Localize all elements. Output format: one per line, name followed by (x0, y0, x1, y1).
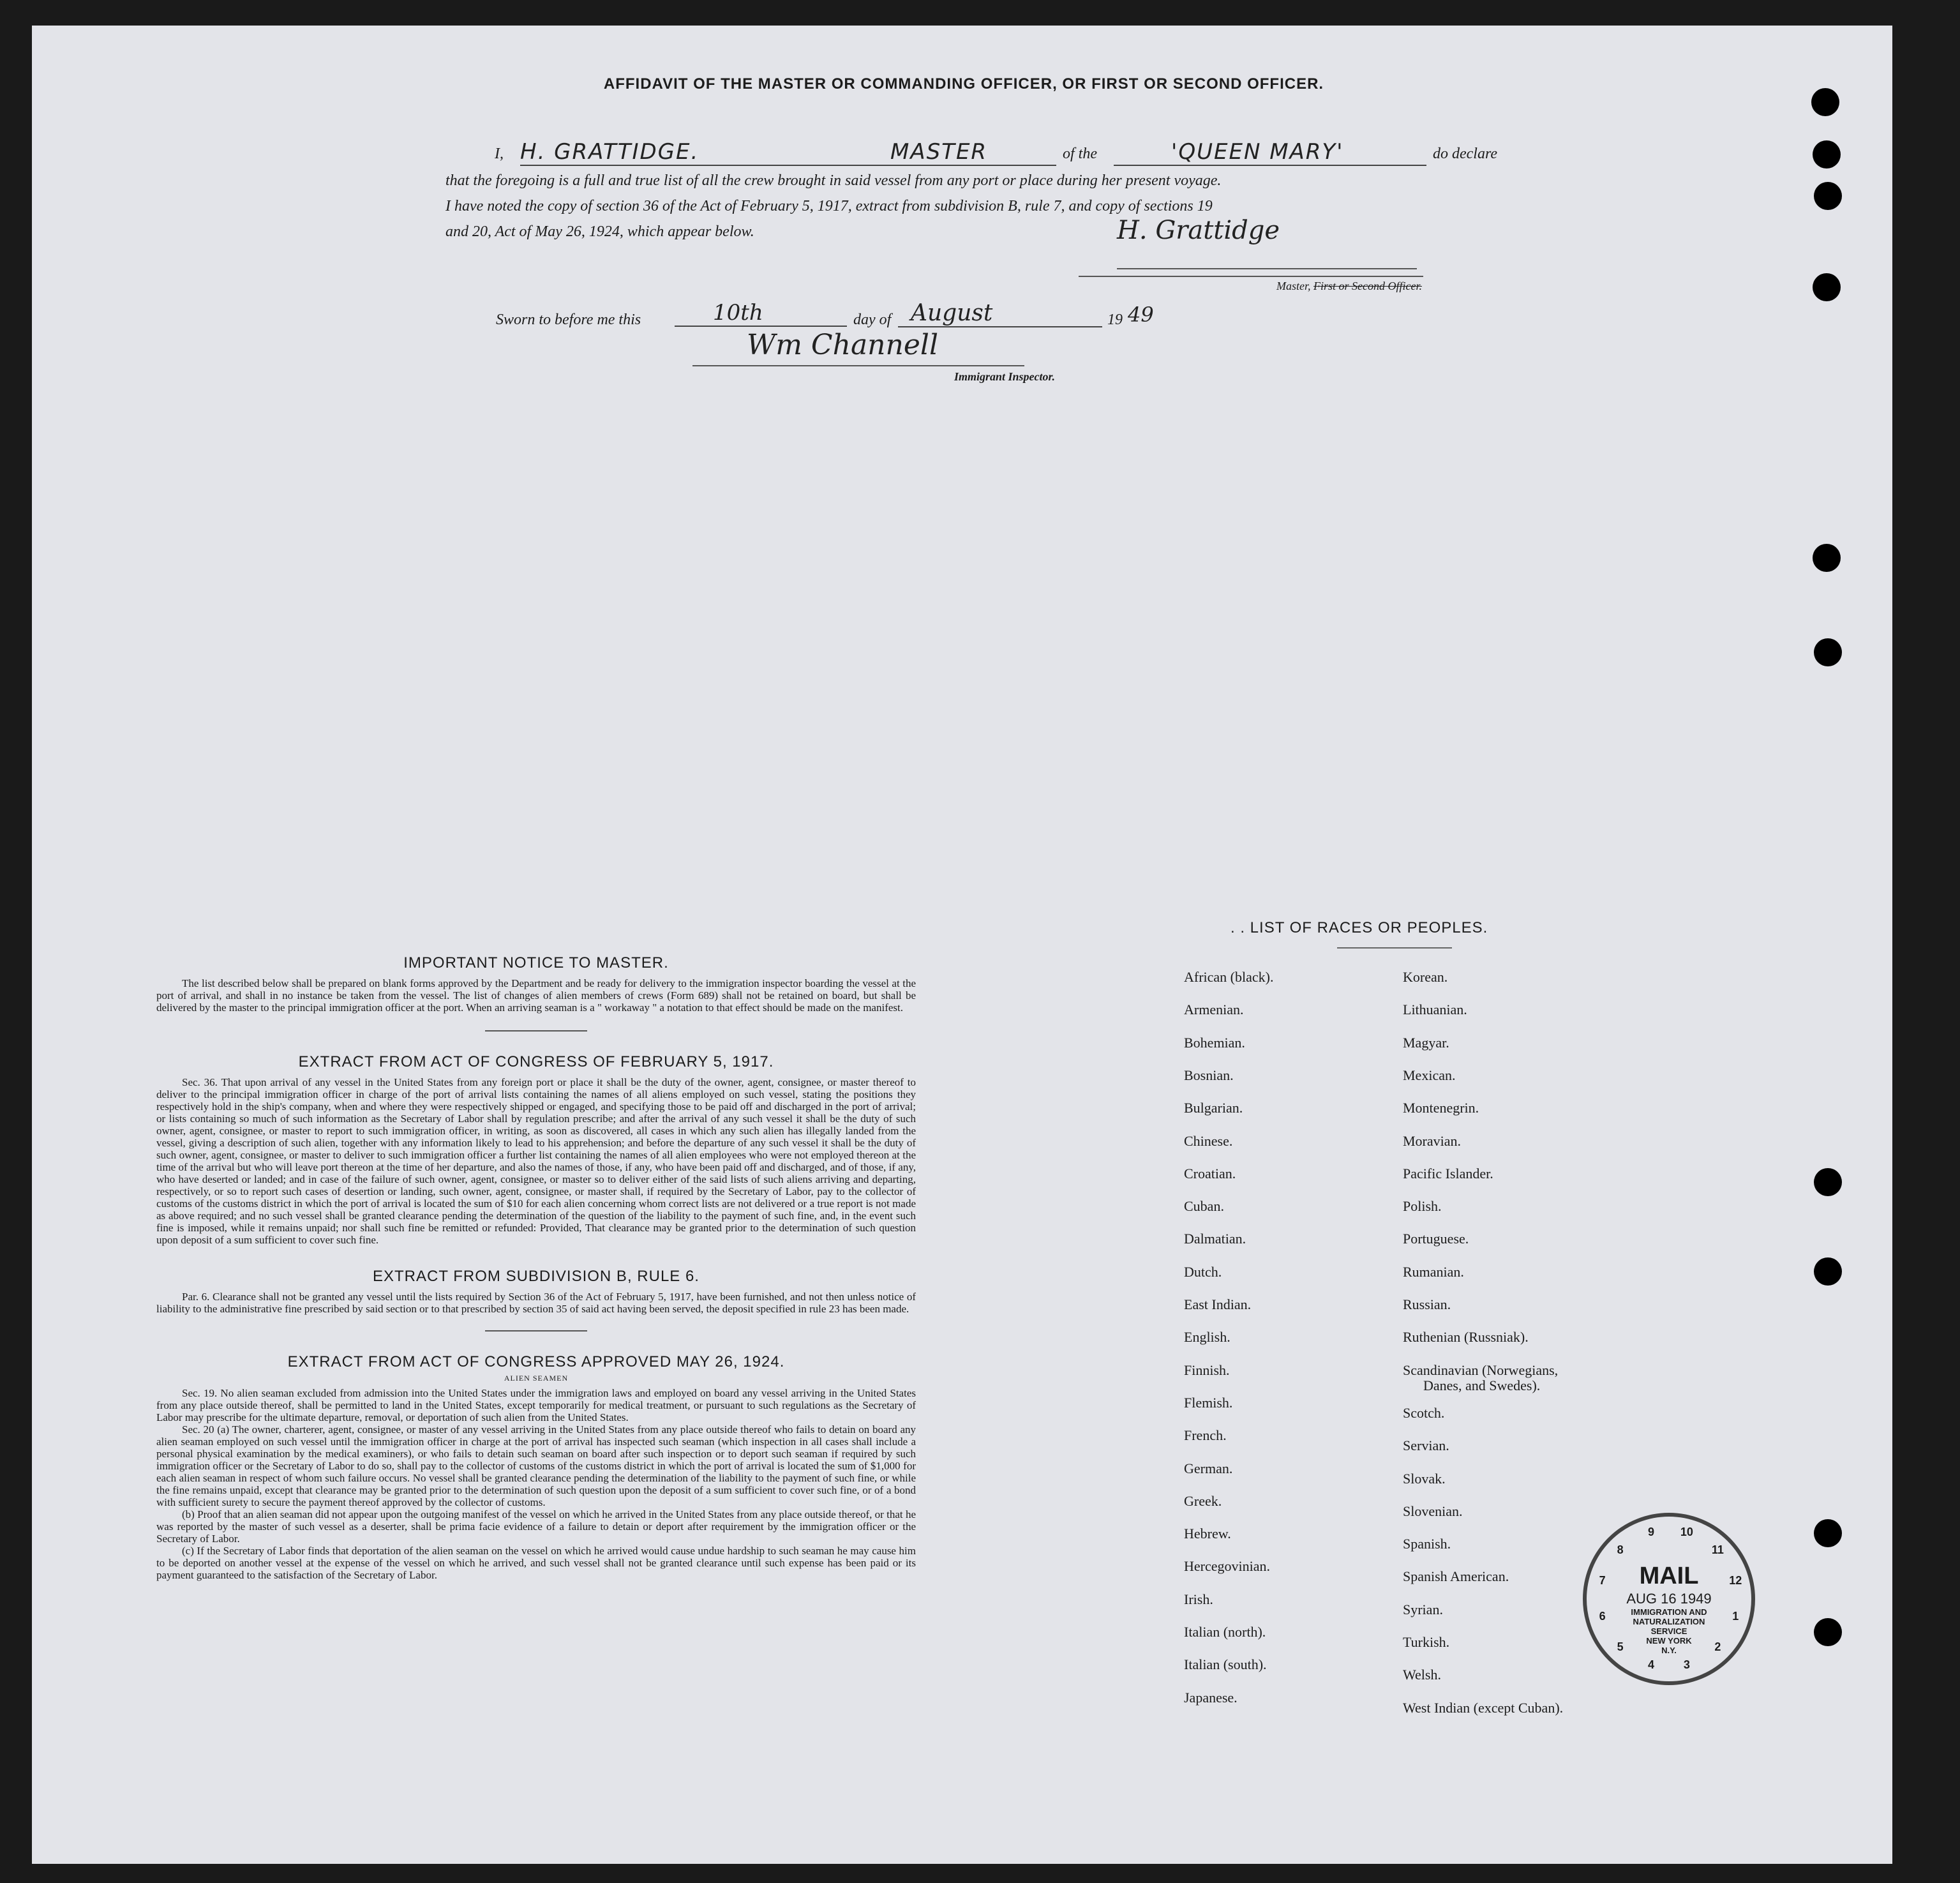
stamp-ring-number: 11 (1711, 1543, 1724, 1556)
affidavit-line2: that the foregoing is a full and true list of all the crew brought in said vessel from any port or place during her present voyage. (445, 172, 1222, 189)
binder-hole (1814, 1618, 1842, 1646)
race-item: Finnish. (1184, 1362, 1230, 1378)
race-item: Scotch. (1403, 1405, 1445, 1421)
binder-hole (1814, 638, 1842, 666)
rule6-heading: EXTRACT FROM SUBDIVISION B, RULE 6. (373, 1268, 699, 1285)
race-item: Mexican. (1403, 1067, 1456, 1083)
affidavit-line3: I have noted the copy of section 36 of the Act of February 5, 1917, extract from subdivision B, rule 7, and copy of sections 19 (445, 198, 1213, 214)
race-item: Servian. (1403, 1437, 1449, 1453)
stamp-ring-number: 9 (1648, 1525, 1655, 1538)
document-sheet (32, 26, 1892, 1864)
binder-hole (1814, 1257, 1842, 1286)
race-item: Hercegovinian. (1184, 1558, 1270, 1574)
race-item: Bulgarian. (1184, 1100, 1243, 1116)
race-item: Italian (north). (1184, 1624, 1266, 1640)
alien-seamen-subheading: ALIEN SEAMEN (504, 1374, 569, 1383)
section-divider (485, 1030, 587, 1032)
notice-body: The list described below shall be prepared on blank forms approved by the Department and be ready for delivery to the immigration inspector boarding the vessel at the port of arrival, and shall in no instance be taken from the vessel. The list of changes of alien members of crews (Form 689) shall not be retained on board, but shall be delivered by the master to the principal immigration officer at the port. When an arriving seaman is a " workaway " a notation to that effect should be made on the manifest. (156, 977, 916, 1014)
races-heading-rule (1337, 947, 1452, 949)
race-item: Irish. (1184, 1591, 1213, 1607)
stamp-line4: NEW YORK (1646, 1636, 1692, 1646)
races-left-column (1184, 969, 1395, 1748)
race-item: Welsh. (1403, 1667, 1441, 1683)
race-item: West Indian (except Cuban). (1403, 1700, 1564, 1716)
binder-hole (1813, 140, 1841, 169)
race-item: Slovenian. (1403, 1503, 1463, 1519)
affidavit-heading: AFFIDAVIT OF THE MASTER OR COMMANDING OFFICER, OR FIRST OR SECOND OFFICER. (603, 75, 1324, 93)
signature-line (1117, 268, 1417, 269)
stamp-ring-number: 2 (1714, 1640, 1721, 1654)
sec20a-body: Sec. 20 (a) The owner, charterer, agent, consignee, or master of any vessel arriving in the United States from any place outside thereof who fails to detain on board any alien seaman employed on such vessel until the immigration officer in charge at the port of arrival has inspected such seaman (which inspection in all cases shall include a personal physical examination by the medical examiners), or who fails to detain such seaman on board after such inspection or to deport such seaman if required by such immigration officer or the Secretary of Labor to do so, shall pay to the collector of customs of the customs district in which the port of arrival is located the sum of $1,000 for each alien seaman in respect of whom such failure occurs. No vessel shall be granted clearance pending the determination of the liability to the payment of such fine, or while the fine remains unpaid, except that clearance may be granted prior to the determination of such question upon the deposit of a sum sufficient to cover such fine, or of a bond with sufficient surety to secure the payment thereof approved by the collector of customs. (156, 1423, 916, 1508)
binder-hole (1814, 182, 1842, 210)
notice-heading: IMPORTANT NOTICE TO MASTER. (403, 954, 669, 972)
rank-field: MASTER (852, 139, 1056, 166)
stamp-ring-number: 8 (1617, 1543, 1624, 1556)
race-item: Pacific Islander. (1403, 1166, 1493, 1182)
rule6-body: Par. 6. Clearance shall not be granted any vessel until the lists required by Section 36 of the Act of February 5, 1917, have been furnished, and not then unless notice of liability to the administrative fine prescribed by said section or to that prescribed by section 35 of said act having been served, the deposit specified in rule 23 has been made. (156, 1291, 916, 1315)
sec20c-body: (c) If the Secretary of Labor finds that deportation of the alien seaman on the vessel on which he arrived would cause undue hardship to such seaman he may cause him to be deported on another vessel at the expense of the vessel on which he arrived, and such vessel shall not be granted clearance until such expense has been paid or its payment guaranteed to the satisfaction of the Secretary of Labor. (156, 1545, 916, 1581)
vessel-name-field: 'QUEEN MARY' (1114, 139, 1426, 166)
race-item: Bohemian. (1184, 1035, 1245, 1051)
race-item: Lithuanian. (1403, 1002, 1467, 1017)
section-divider (485, 1330, 587, 1332)
year-prefix: 19 (1107, 311, 1123, 328)
year-suffix: 49 (1128, 303, 1154, 327)
race-item: Magyar. (1403, 1035, 1449, 1051)
stamp-ring-number: 10 (1680, 1525, 1693, 1538)
race-item: Dalmatian. (1184, 1231, 1246, 1247)
stamp-mail-label: MAIL (1639, 1563, 1699, 1589)
race-item: Cuban. (1184, 1198, 1224, 1214)
race-item: Moravian. (1403, 1133, 1462, 1149)
race-item: Japanese. (1184, 1690, 1238, 1706)
extract-1917-heading: EXTRACT FROM ACT OF CONGRESS OF FEBRUARY 5, 1917. (298, 1053, 774, 1070)
race-item: Slovak. (1403, 1471, 1446, 1487)
inspector-signature-line (692, 365, 1024, 366)
race-item: Scandinavian (Norwegians, (1403, 1362, 1559, 1378)
race-item: English. (1184, 1329, 1231, 1345)
binder-hole (1814, 1519, 1842, 1547)
sworn-month-field: August (898, 300, 1102, 327)
sec19-body: Sec. 19. No alien seaman excluded from admission into the United States under the immigration laws and employed on board any vessel arriving in the United States from any place outside thereof, shall be permitted to land in the United States, except temporarily for medical treatment, or pursuant to such regulations as the Secretary of Labor may prescribe for the ultimate departure, removal, or deportation of such alien from the United States. (156, 1387, 916, 1423)
stamp-line2: NATURALIZATION (1633, 1617, 1705, 1626)
race-item: Spanish. (1403, 1536, 1451, 1552)
caption-struck: First or Second Officer. (1313, 280, 1422, 292)
signature-caption (1276, 280, 1422, 293)
inspector-caption: Immigrant Inspector. (954, 370, 1056, 383)
signature-line-lower (1079, 276, 1423, 277)
binder-hole (1814, 1168, 1842, 1196)
day-of-label: day of (853, 311, 892, 328)
race-item: Danes, and Swedes). (1423, 1377, 1541, 1393)
race-item: German. (1184, 1460, 1233, 1476)
binder-hole (1813, 273, 1841, 301)
race-item: Syrian. (1403, 1602, 1443, 1617)
inspector-signature: Wm Channell (747, 329, 939, 361)
mail-received-stamp (1583, 1513, 1755, 1685)
race-item: Hebrew. (1184, 1526, 1231, 1542)
extract-1917-body: Sec. 36. That upon arrival of any vessel in the United States from any foreign port or place it shall be the duty of the owner, agent, consignee, or master thereof to deliver to the principal immigration officer in charge of the port of arrival lists containing the names of all aliens employed on such vessel, stating the positions they respectively hold in the ship's company, when and where they were respectively shipped or engaged, and specifying those to be paid off and discharged in the port of arrival; or lists containing so much of such information as the Secretary of Labor shall by regulation prescribe; and after the arrival of any such vessel it shall be the duty of such owner, agent, consignee, or master to report to such immigration officer, in writing, as soon as discovered, all cases in which any such alien has illegally landed from the vessel, giving a description of such alien, together with any information likely to lead to his apprehension; and before the departure of any such vessel it shall be the duty of such owner, agent, consignee, or master to deliver to such immigration officer a further list containing the names of all alien employees who were not employed thereon at the time of the arrival but who will leave port thereon at the time of her departure, and also the names of those, if any, who have been paid off and discharged, and of those, if any, who have deserted or landed; and in case of the failure of such owner, agent, consignee, or master so to deliver either of the said lists of such aliens arriving and departing, respectively, or so to report such cases of desertion or landing, such owner, agent, consignee, or master shall, if required by the Secretary of Labor, pay to the collector of customs of the customs district in which the port of arrival is located the sum of $10 for each alien concerning whom correct lists are not delivered or a true report is not made as above required; and no such vessel shall be granted clearance pending the determination of the question of the liability to the payment of such fine, and, in the event such fine is imposed, while it remains unpaid; nor shall such fine be remitted or refunded: Provided, That clearance may be granted prior to the determination of such question upon deposit of a sum sufficient to cover such fine. (156, 1076, 916, 1246)
stamp-date: AUG 16 1949 (1626, 1591, 1712, 1607)
race-item: Korean. (1403, 969, 1448, 985)
race-item: Ruthenian (Russniak). (1403, 1329, 1529, 1345)
race-item: Rumanian. (1403, 1264, 1464, 1280)
affidavit-line4: and 20, Act of May 26, 1924, which appear below. (445, 223, 754, 240)
race-item: Dutch. (1184, 1264, 1222, 1280)
stamp-ring-number: 1 (1732, 1609, 1739, 1623)
stamp-ring-number: 6 (1599, 1609, 1606, 1623)
stamp-ring-number: 5 (1617, 1640, 1624, 1654)
master-name-field: H. GRATTIDGE. (520, 139, 852, 166)
stamp-ring-number: 3 (1683, 1658, 1690, 1672)
do-declare-label: do declare (1433, 146, 1498, 162)
race-item: Armenian. (1184, 1002, 1244, 1017)
stamp-line1: IMMIGRATION AND (1631, 1607, 1707, 1617)
race-item: Italian (south). (1184, 1656, 1267, 1672)
caption-master: Master, (1276, 280, 1311, 292)
race-item: Bosnian. (1184, 1067, 1234, 1083)
stamp-line5: N.Y. (1661, 1646, 1677, 1655)
notices-column (156, 954, 916, 1581)
race-item: Flemish. (1184, 1395, 1233, 1411)
race-item: African (black). (1184, 969, 1274, 985)
stamp-ring-number: 12 (1729, 1574, 1742, 1587)
race-item: Greek. (1184, 1493, 1222, 1509)
sworn-label: Sworn to before me this (496, 311, 641, 328)
race-item: Croatian. (1184, 1166, 1236, 1182)
sec20b-body: (b) Proof that an alien seaman did not appear upon the outgoing manifest of the vessel on which he arrived in the United States from any place outside thereof, or that he was reported by the master of such vessel as a deserter, shall be prima facie evidence of a failure to detain or deport after requirement by the immigration officer or the Secretary of Labor. (156, 1508, 916, 1545)
sworn-day-field: 10th (675, 300, 847, 327)
of-the-label: of the (1063, 146, 1097, 162)
stamp-line3: SERVICE (1650, 1626, 1687, 1636)
race-item: Portuguese. (1403, 1231, 1469, 1247)
binder-hole (1813, 544, 1841, 572)
race-item: Polish. (1403, 1198, 1442, 1214)
extract-1924-heading: EXTRACT FROM ACT OF CONGRESS APPROVED MAY 26, 1924. (287, 1353, 785, 1370)
stamp-ring-number: 4 (1648, 1658, 1655, 1672)
affidavit-line1 (495, 139, 1516, 171)
race-item: East Indian. (1184, 1296, 1252, 1312)
race-item: French. (1184, 1427, 1227, 1443)
race-item: Russian. (1403, 1296, 1451, 1312)
race-item: Spanish American. (1403, 1568, 1509, 1584)
races-heading: . . LIST OF RACES OR PEOPLES. (1231, 919, 1488, 936)
i-label: I, (495, 146, 504, 162)
master-signature: H. Grattidge (1117, 216, 1280, 245)
race-item: Turkish. (1403, 1634, 1450, 1650)
race-item: Chinese. (1184, 1133, 1233, 1149)
stamp-ring-number: 7 (1599, 1574, 1606, 1587)
race-item: Montenegrin. (1403, 1100, 1479, 1116)
